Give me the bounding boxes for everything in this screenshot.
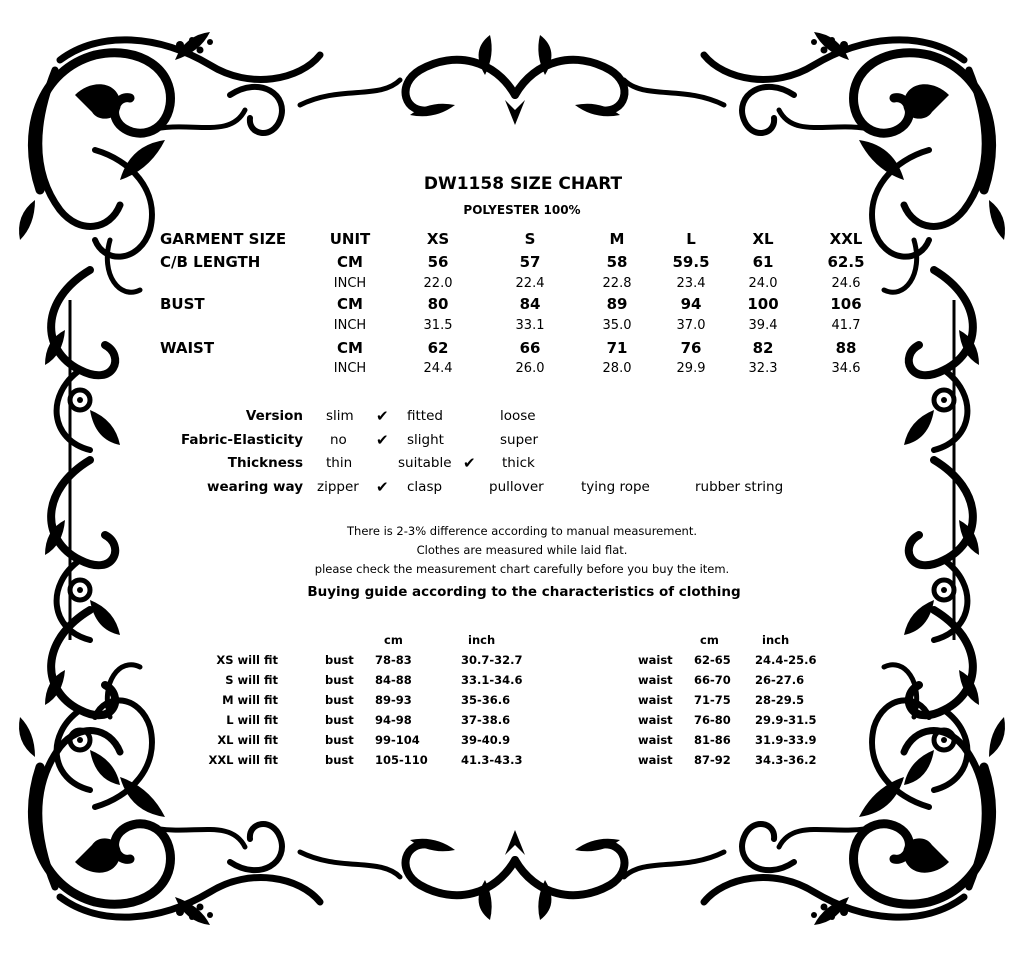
unit-cm: CM bbox=[337, 339, 363, 357]
table-cell: 80 bbox=[427, 295, 449, 313]
size-header-xl: XL bbox=[752, 230, 774, 248]
fit-label: S will fit bbox=[225, 673, 278, 687]
garment-size-header: GARMENT SIZE bbox=[160, 230, 287, 248]
unit-inch: INCH bbox=[333, 318, 367, 333]
fit-label: XS will fit bbox=[216, 653, 278, 667]
note-check-chart: please check the measurement chart carefully before you buy the item. bbox=[314, 562, 730, 576]
size-header-xxl: XXL bbox=[829, 230, 863, 248]
unit-cm: CM bbox=[337, 295, 363, 313]
fit-label: M will fit bbox=[222, 693, 278, 707]
waist-inch: 29.9-31.5 bbox=[755, 713, 817, 727]
waist-label: waist bbox=[638, 713, 673, 727]
check-icon: ✔ bbox=[463, 454, 476, 472]
table-cell: 58 bbox=[606, 253, 628, 271]
table-cell: 24.4 bbox=[423, 361, 453, 376]
table-cell: 62.5 bbox=[827, 253, 865, 271]
table-cell: 89 bbox=[606, 295, 628, 313]
table-cell: 71 bbox=[606, 339, 628, 357]
bust-label: bust bbox=[325, 653, 354, 667]
unit-cm: CM bbox=[337, 253, 363, 271]
size-header-xs: XS bbox=[426, 230, 450, 248]
option-no: no bbox=[330, 432, 347, 448]
waist-inch: 28-29.5 bbox=[755, 693, 805, 707]
bust-label: bust bbox=[325, 733, 354, 747]
waist-inch: 24.4-25.6 bbox=[755, 653, 817, 667]
chart-title: DW1158 SIZE CHART bbox=[423, 174, 623, 194]
table-cell: 35.0 bbox=[602, 318, 632, 333]
waist-cm: 62-65 bbox=[694, 653, 731, 667]
table-cell: 37.0 bbox=[676, 318, 706, 333]
waist-cm-header: cm bbox=[700, 633, 719, 647]
waist-inch: 26-27.6 bbox=[755, 673, 805, 687]
waist-cm: 87-92 bbox=[694, 753, 731, 767]
size-header-m: M bbox=[609, 230, 625, 248]
table-cell: 26.0 bbox=[515, 361, 545, 376]
table-cell: 106 bbox=[830, 295, 862, 313]
bust-inch: 41.3-43.3 bbox=[461, 753, 523, 767]
option-loose: loose bbox=[500, 408, 536, 424]
note-laid-flat: Clothes are measured while laid flat. bbox=[416, 543, 628, 557]
waist-inch-header: inch bbox=[762, 633, 790, 647]
bust-inch: 30.7-32.7 bbox=[461, 653, 523, 667]
table-cell: 41.7 bbox=[831, 318, 861, 333]
option-fitted: fitted bbox=[407, 408, 443, 424]
table-cell: 23.4 bbox=[676, 276, 706, 291]
option-zipper: zipper bbox=[317, 479, 359, 495]
table-cell: 32.3 bbox=[748, 361, 778, 376]
table-cell: 22.8 bbox=[602, 276, 632, 291]
bust-inch: 37-38.6 bbox=[461, 713, 511, 727]
bust-inch: 39-40.9 bbox=[461, 733, 511, 747]
attr-label-fabric-elasticity: Fabric-Elasticity bbox=[180, 432, 303, 448]
bust-cm: 89-93 bbox=[375, 693, 412, 707]
buying-guide-title: Buying guide according to the characteristics of clothing bbox=[307, 584, 741, 600]
table-cell: 62 bbox=[427, 339, 449, 357]
bust-cm: 105-110 bbox=[375, 753, 428, 767]
unit-inch: INCH bbox=[333, 276, 367, 291]
table-cell: 84 bbox=[519, 295, 541, 313]
note-measurement-difference: There is 2-3% difference according to manual measurement. bbox=[347, 524, 697, 538]
bust-label: bust bbox=[325, 713, 354, 727]
table-cell: 22.0 bbox=[423, 276, 453, 291]
attr-label-version: Version bbox=[245, 408, 303, 424]
table-cell: 76 bbox=[680, 339, 702, 357]
waist-cm: 76-80 bbox=[694, 713, 731, 727]
table-cell: 22.4 bbox=[515, 276, 545, 291]
bust-label: bust bbox=[325, 753, 354, 767]
table-cell: 59.5 bbox=[672, 253, 710, 271]
fit-label: XXL will fit bbox=[208, 753, 278, 767]
bust-inch-header: inch bbox=[468, 633, 496, 647]
row-label-cb-length: C/B LENGTH bbox=[160, 253, 261, 271]
fit-label: XL will fit bbox=[217, 733, 278, 747]
table-cell: 28.0 bbox=[602, 361, 632, 376]
table-cell: 82 bbox=[752, 339, 774, 357]
unit-inch: INCH bbox=[333, 361, 367, 376]
check-icon: ✔ bbox=[376, 407, 389, 425]
waist-inch: 31.9-33.9 bbox=[755, 733, 817, 747]
table-cell: 56 bbox=[427, 253, 449, 271]
table-cell: 24.6 bbox=[831, 276, 861, 291]
option-clasp: clasp bbox=[407, 479, 443, 495]
bust-cm: 99-104 bbox=[375, 733, 420, 747]
option-pullover: pullover bbox=[489, 479, 544, 495]
row-label-bust: BUST bbox=[160, 295, 205, 313]
attr-label-wearing-way: wearing way bbox=[207, 479, 303, 495]
option-suitable: suitable bbox=[398, 455, 452, 471]
waist-cm: 81-86 bbox=[694, 733, 731, 747]
bust-label: bust bbox=[325, 693, 354, 707]
bust-cm-header: cm bbox=[384, 633, 403, 647]
size-header-s: S bbox=[524, 230, 536, 248]
table-cell: 29.9 bbox=[676, 361, 706, 376]
check-icon: ✔ bbox=[376, 478, 389, 496]
bust-label: bust bbox=[325, 673, 354, 687]
option-thick: thick bbox=[502, 455, 535, 471]
waist-label: waist bbox=[638, 693, 673, 707]
check-icon: ✔ bbox=[376, 431, 389, 449]
option-slim: slim bbox=[326, 408, 354, 424]
waist-label: waist bbox=[638, 753, 673, 767]
option-thin: thin bbox=[326, 455, 353, 471]
table-cell: 57 bbox=[519, 253, 541, 271]
bust-inch: 35-36.6 bbox=[461, 693, 511, 707]
row-label-waist: WAIST bbox=[160, 339, 215, 357]
option-slight: slight bbox=[407, 432, 444, 448]
table-cell: 33.1 bbox=[515, 318, 545, 333]
option-rubber-string: rubber string bbox=[695, 479, 784, 495]
attr-label-thickness: Thickness bbox=[227, 455, 303, 471]
bust-cm: 94-98 bbox=[375, 713, 412, 727]
waist-inch: 34.3-36.2 bbox=[755, 753, 817, 767]
table-cell: 61 bbox=[752, 253, 774, 271]
table-cell: 88 bbox=[835, 339, 857, 357]
option-super: super bbox=[500, 432, 539, 448]
table-cell: 94 bbox=[680, 295, 702, 313]
table-cell: 34.6 bbox=[831, 361, 861, 376]
table-cell: 100 bbox=[747, 295, 779, 313]
bust-inch: 33.1-34.6 bbox=[461, 673, 523, 687]
bust-cm: 84-88 bbox=[375, 673, 412, 687]
waist-label: waist bbox=[638, 733, 673, 747]
unit-header: UNIT bbox=[329, 230, 371, 248]
table-cell: 24.0 bbox=[748, 276, 778, 291]
fit-label: L will fit bbox=[226, 713, 278, 727]
bust-cm: 78-83 bbox=[375, 653, 412, 667]
table-cell: 39.4 bbox=[748, 318, 778, 333]
material-label: POLYESTER 100% bbox=[463, 203, 581, 217]
option-tying-rope: tying rope bbox=[581, 479, 650, 495]
size-header-l: L bbox=[686, 230, 696, 248]
waist-label: waist bbox=[638, 653, 673, 667]
table-cell: 31.5 bbox=[423, 318, 453, 333]
waist-cm: 66-70 bbox=[694, 673, 731, 687]
table-cell: 66 bbox=[519, 339, 541, 357]
waist-cm: 71-75 bbox=[694, 693, 731, 707]
waist-label: waist bbox=[638, 673, 673, 687]
